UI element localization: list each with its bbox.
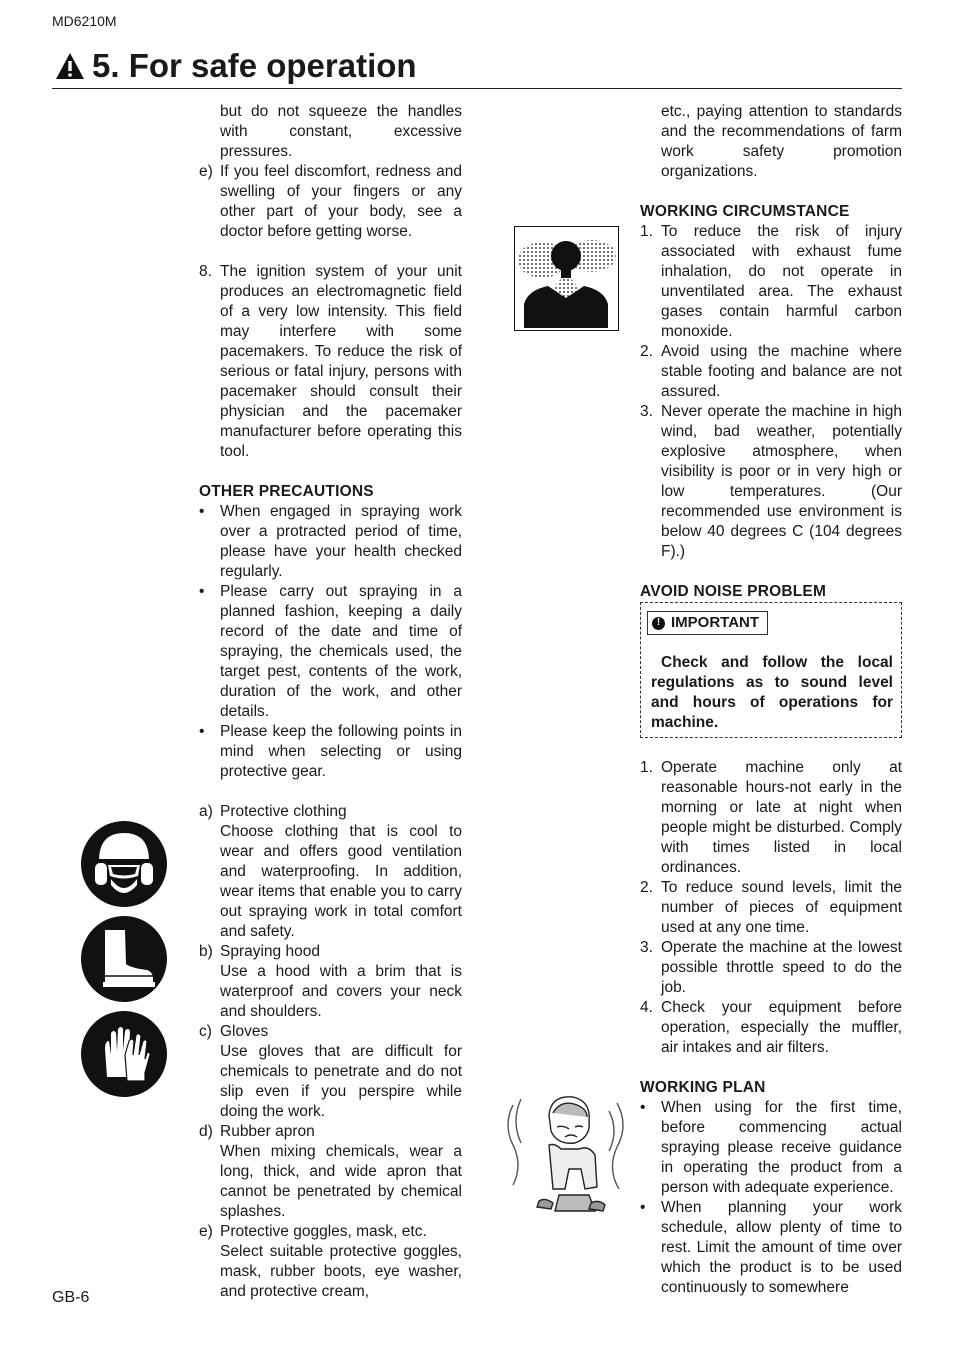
page-number: GB-6	[52, 1289, 90, 1306]
continued-text: etc., paying attention to standards and the recommendations of farm work safety promotion organizations.	[661, 103, 902, 180]
list-item: 2. Avoid using the machine where stable footing and balance are not assured.	[640, 343, 902, 400]
list-item: 3. Never operate the machine in high wind, bad weather, potentially explosive atmosphere, when visibility is poor or in very high or low temperatures. (Our recommended use environment is below 40 degrees C (104 degrees F).)	[640, 403, 902, 560]
list-item: 1. Operate machine only at reasonable hours-not early in the morning or late at night when people might be disturbed. Comply with times listed in local ordinances.	[640, 759, 902, 876]
bullet-item: • When engaged in spraying work over a protracted period of time, please have your health checked regularly.	[199, 503, 462, 580]
bullet-item: • When planning your work schedule, allow plenty of time to rest. Limit the amount of time over which the product is to be used continuously to somewhere	[640, 1199, 902, 1296]
section-heading: OTHER PRECAUTIONS	[199, 483, 374, 500]
right-text-column	[640, 102, 902, 1298]
safety-boot-icon	[81, 916, 167, 1002]
gear-item: d) Rubber apron When mixing chemicals, wear a long, thick, and wide apron that cannot be penetrated by chemical splashes.	[199, 1123, 462, 1220]
exclamation-icon: !	[652, 617, 665, 630]
bullet-item: • Please keep the following points in mind when selecting or using protective gear.	[199, 723, 462, 780]
list-item: e) If you feel discomfort, redness and swelling of your fingers or any other part of your body, see a doctor before getting worse.	[199, 163, 462, 240]
section-heading: WORKING PLAN	[640, 1079, 766, 1096]
gloves-icon	[81, 1011, 167, 1097]
left-text-column	[199, 102, 462, 1302]
important-label: ! IMPORTANT	[647, 611, 768, 635]
list-item: 2. To reduce sound levels, limit the number of pieces of equipment used at any one time.	[640, 879, 902, 936]
model-number: MD6210M	[52, 13, 117, 29]
warning-triangle-icon	[54, 51, 86, 81]
page-title-bar	[52, 44, 902, 89]
page-title: 5. For safe operation	[92, 47, 417, 84]
gear-item: a) Protective clothing Choose clothing that is cool to wear and offers good ventilation and waterproofing. In addition, wear items that enable you to carry out spraying work in total comfort and safety.	[199, 803, 462, 940]
important-text: Check and follow the local regulations as to sound level and hours of operations for machine.	[651, 654, 893, 731]
bullet-item: • When using for the first time, before commencing actual spraying please receive guidance in operating the product from a person with adequate experience.	[640, 1099, 902, 1196]
section-heading: AVOID NOISE PROBLEM	[640, 583, 827, 600]
helmet-goggles-earmuffs-icon	[81, 821, 167, 907]
list-item: 4. Check your equipment before operation, especially the muffler, air intakes and air filters.	[640, 999, 902, 1056]
continued-text: but do not squeeze the handles with constant, excessive pressures.	[220, 103, 462, 160]
section-heading: WORKING CIRCUMSTANCE	[640, 203, 850, 220]
important-notice	[640, 602, 902, 738]
noise-illustration	[499, 1085, 635, 1221]
list-item: 1. To reduce the risk of injury associated with exhaust fume inhalation, do not operate in unventilated area. The exhaust gases contain harmful carbon monoxide.	[640, 223, 902, 340]
gear-item: b) Spraying hood Use a hood with a brim that is waterproof and covers your neck and shoulders.	[199, 943, 462, 1020]
list-item: 3. Operate the machine at the lowest possible throttle speed to do the job.	[640, 939, 902, 996]
exhaust-fume-hazard-icon	[514, 226, 619, 331]
list-item: 8. The ignition system of your unit produces an electromagnetic field of a very low intensity. This field may interfere with some pacemakers. To reduce the risk of serious or fatal injury, persons with pacemaker should consult their physician and the pacemaker manufacturer before operating this tool.	[199, 263, 462, 460]
gear-item: c) Gloves Use gloves that are difficult for chemicals to penetrate and do not slip even if you perspire while doing the work.	[199, 1023, 462, 1120]
gear-item: e) Protective goggles, mask, etc. Select suitable protective goggles, mask, rubber boots, eye washer, and protective cream,	[199, 1223, 462, 1300]
bullet-item: • Please carry out spraying in a planned fashion, keeping a daily record of the date and time of spraying, the chemicals used, the target pest, contents of the work, duration of the work, and other details.	[199, 583, 462, 720]
